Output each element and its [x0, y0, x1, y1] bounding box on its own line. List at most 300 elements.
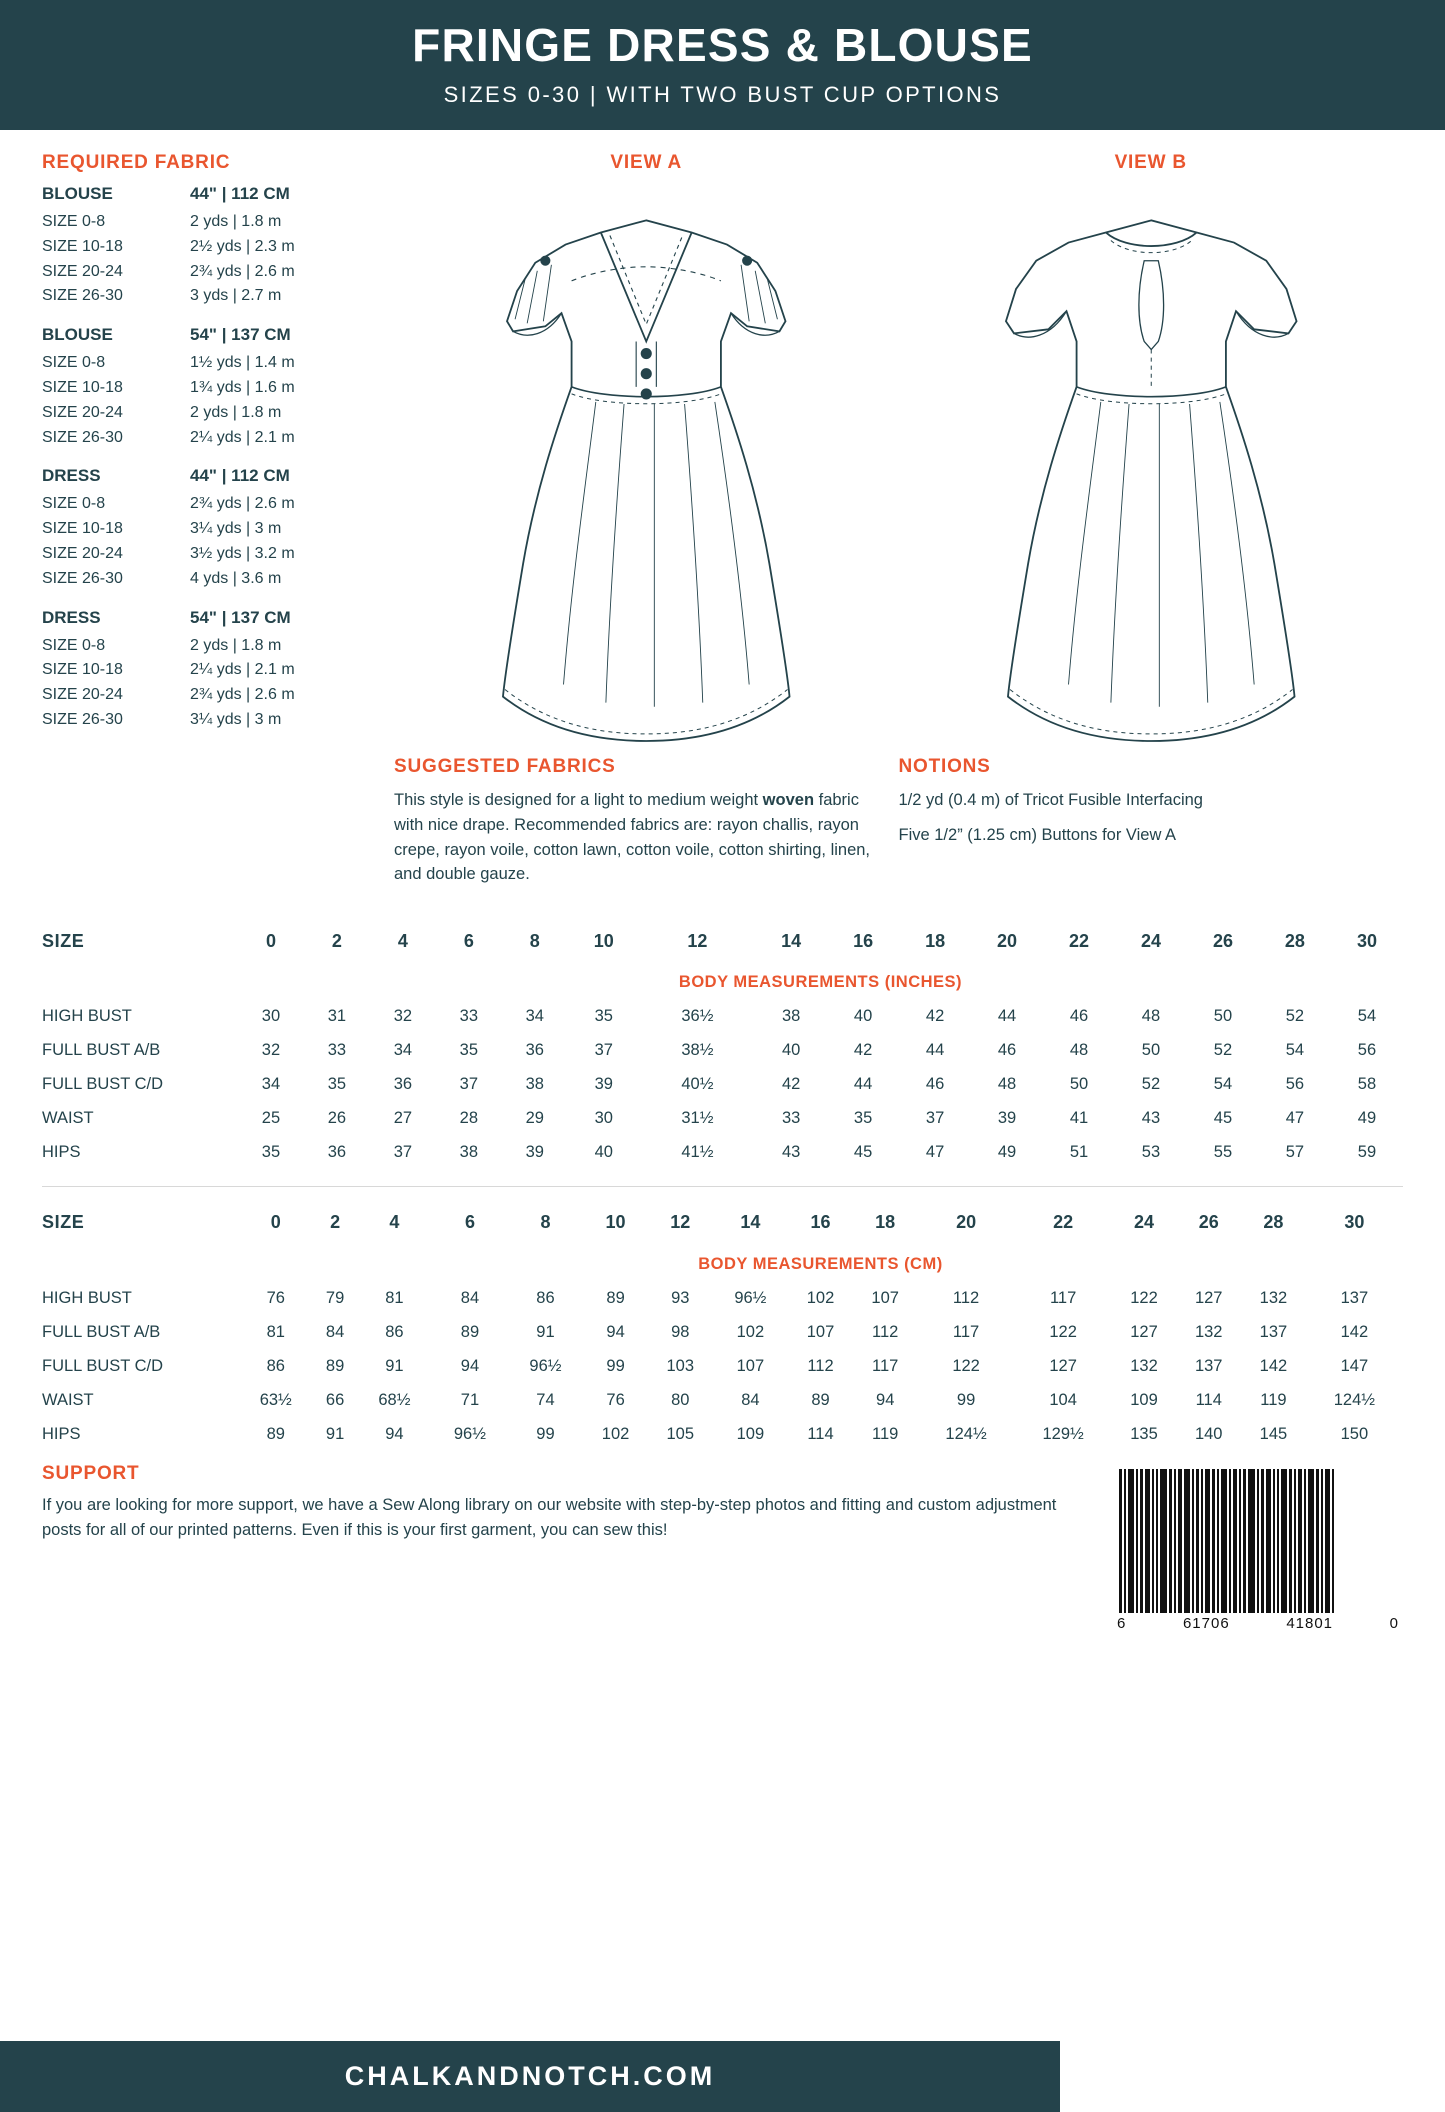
cell: 89 — [325, 1356, 345, 1375]
row-label: HIPS — [42, 1424, 81, 1443]
size-col: 8 — [529, 930, 540, 951]
notions-item: 1/2 yd (0.4 m) of Tricot Fusible Interfacing — [898, 791, 1203, 810]
cell: 129½ — [1042, 1424, 1084, 1443]
suggested-fabrics-block — [394, 756, 899, 897]
cell: 127 — [1130, 1322, 1158, 1341]
cell: 137 — [1194, 1356, 1223, 1375]
suggested-notions-section — [0, 750, 1445, 897]
cell: 44 — [997, 1007, 1017, 1026]
cell: 96½ — [734, 1288, 767, 1307]
fabric-amount: 3¼ yds | 3 m — [190, 520, 282, 538]
cell: 43 — [1141, 1109, 1161, 1128]
cell: 31 — [327, 1007, 347, 1026]
cell: 102 — [601, 1424, 630, 1443]
cell: 33 — [327, 1041, 347, 1060]
cell: 122 — [952, 1356, 980, 1375]
barcode-group-2: 41801 — [1286, 1615, 1334, 1633]
cell: 44 — [925, 1041, 945, 1060]
cell: 50 — [1141, 1041, 1161, 1060]
cell: 71 — [460, 1390, 480, 1409]
cell: 119 — [1260, 1390, 1287, 1409]
cell: 46 — [997, 1041, 1017, 1060]
cell: 117 — [952, 1322, 980, 1341]
required-fabric-title: REQUIRED FABRIC — [42, 152, 231, 173]
row-label: FULL BUST C/D — [42, 1075, 164, 1094]
cell: 47 — [925, 1143, 945, 1162]
view-a-block — [394, 152, 899, 750]
fabric-size: SIZE 26-30 — [42, 428, 123, 446]
size-col: 28 — [1284, 930, 1305, 951]
cell: 117 — [872, 1356, 899, 1375]
cell: 140 — [1194, 1424, 1223, 1443]
size-col: 4 — [397, 930, 408, 951]
cell: 122 — [1130, 1288, 1158, 1307]
cell: 124½ — [945, 1424, 987, 1443]
cell: 80 — [671, 1390, 690, 1409]
fabric-amount: 1¾ yds | 1.6 m — [190, 378, 295, 396]
size-col: 14 — [740, 1212, 761, 1233]
row-label: FULL BUST A/B — [42, 1322, 161, 1341]
cell: 49 — [1357, 1109, 1377, 1128]
cell: 26 — [327, 1109, 347, 1128]
cell: 96½ — [453, 1424, 486, 1443]
cell: 89 — [460, 1322, 480, 1341]
views-block — [394, 152, 1403, 750]
size-col: 26 — [1198, 1212, 1219, 1233]
size-col: 22 — [1053, 1212, 1074, 1233]
cell: 94 — [385, 1424, 404, 1443]
table-caption: BODY MEASUREMENTS (CM) — [698, 1254, 943, 1273]
size-col: 28 — [1263, 1212, 1284, 1233]
notions-title: NOTIONS — [898, 756, 991, 778]
cell: 76 — [266, 1288, 285, 1307]
cell: 31½ — [681, 1109, 714, 1128]
cell: 102 — [736, 1322, 765, 1341]
table-row — [42, 1349, 1403, 1383]
suggested-bold-word: woven — [762, 791, 815, 810]
fabric-size: SIZE 0-8 — [42, 354, 106, 372]
view-b-illustration — [899, 180, 1404, 745]
cell: 29 — [525, 1109, 544, 1128]
table-row — [42, 1068, 1403, 1102]
view-a-title: VIEW A — [610, 152, 683, 173]
size-col: 4 — [389, 1212, 400, 1233]
size-col: 26 — [1212, 930, 1233, 951]
cell: 132 — [1194, 1322, 1223, 1341]
fabric-size: SIZE 10-18 — [42, 378, 123, 396]
cell: 63½ — [259, 1390, 292, 1409]
cell: 47 — [1285, 1109, 1305, 1128]
suggested-text-before: This style is designed for a light to medium weight — [394, 791, 763, 810]
size-col: 8 — [540, 1212, 551, 1233]
cell: 135 — [1130, 1424, 1158, 1443]
suggested-fabrics-title: SUGGESTED FABRICS — [394, 756, 616, 778]
fabric-size: SIZE 0-8 — [42, 213, 106, 230]
fabric-amount: 3½ yds | 3.2 m — [190, 544, 295, 562]
view-b-block — [899, 152, 1404, 750]
size-col: 16 — [853, 930, 874, 951]
size-col: 30 — [1356, 930, 1377, 951]
support-text: If you are looking for more support, we have a Sew Along library on our website with step-by-step photos and fitting and custom adjustment posts for all of our printed patterns. Even if this is your first garment, you can sew this! — [42, 1496, 1057, 1539]
fabric-size: SIZE 20-24 — [42, 403, 123, 421]
cell: 89 — [811, 1390, 830, 1409]
cell: 37 — [925, 1109, 945, 1128]
fabric-amount: 2¾ yds | 2.6 m — [190, 686, 295, 704]
size-col: 20 — [956, 1212, 977, 1233]
cell: 102 — [806, 1288, 835, 1307]
row-label: FULL BUST A/B — [42, 1041, 161, 1060]
size-col: 2 — [331, 930, 342, 951]
cell: 40 — [594, 1143, 613, 1162]
cell: 39 — [525, 1143, 544, 1162]
size-col: 12 — [687, 930, 708, 951]
cell: 109 — [1130, 1390, 1158, 1409]
cell: 45 — [1213, 1109, 1233, 1128]
cell: 38 — [459, 1143, 479, 1162]
cell: 34 — [393, 1041, 413, 1060]
cell: 49 — [997, 1143, 1017, 1162]
fabric-group — [42, 184, 394, 309]
cell: 114 — [807, 1424, 834, 1443]
cell: 107 — [871, 1288, 899, 1307]
cell: 99 — [606, 1356, 625, 1375]
size-col: 2 — [330, 1212, 341, 1233]
row-label: FULL BUST C/D — [42, 1356, 164, 1375]
cell: 33 — [781, 1109, 801, 1128]
cell: 53 — [1141, 1143, 1161, 1162]
footer-website[interactable]: CHALKANDNOTCH.COM — [0, 2041, 1060, 2112]
cell: 34 — [261, 1075, 281, 1094]
cell: 54 — [1285, 1041, 1305, 1060]
row-label: WAIST — [42, 1390, 94, 1409]
cell: 36 — [393, 1075, 413, 1094]
required-fabric-block — [42, 152, 394, 750]
barcode-block — [1113, 1463, 1403, 1632]
fabric-group — [42, 466, 394, 591]
cell: 42 — [781, 1075, 801, 1094]
cell: 89 — [266, 1424, 285, 1443]
cell: 35 — [594, 1007, 613, 1026]
cell: 84 — [741, 1390, 760, 1409]
row-label: HIPS — [42, 1143, 81, 1162]
cell: 52 — [1213, 1041, 1233, 1060]
fabric-size: SIZE 26-30 — [42, 287, 123, 305]
table-divider — [42, 1186, 1403, 1187]
cell: 46 — [925, 1075, 945, 1094]
fabric-amount: 1½ yds | 1.4 m — [190, 354, 295, 372]
fabric-garment: DRESS — [42, 466, 101, 486]
page-title: FRINGE DRESS & BLOUSE — [412, 19, 1033, 71]
cell: 145 — [1259, 1424, 1288, 1443]
fabric-size: SIZE 0-8 — [42, 495, 106, 513]
cell: 114 — [1195, 1390, 1222, 1409]
cell: 104 — [1049, 1390, 1077, 1409]
fabric-garment: BLOUSE — [42, 325, 113, 345]
cell: 84 — [325, 1322, 345, 1341]
cell: 54 — [1213, 1075, 1233, 1094]
cell: 99 — [536, 1424, 555, 1443]
cell: 137 — [1259, 1322, 1288, 1341]
cell: 107 — [806, 1322, 835, 1341]
cell: 98 — [671, 1322, 690, 1341]
fabric-size: SIZE 10-18 — [42, 520, 123, 538]
fabric-size: SIZE 10-18 — [42, 237, 123, 255]
cell: 122 — [1049, 1322, 1077, 1341]
cell: 36 — [327, 1143, 347, 1162]
cell: 40½ — [681, 1075, 714, 1094]
fabric-width: 44" | 112 CM — [190, 184, 290, 203]
notions-item: Five 1/2” (1.25 cm) Buttons for View A — [898, 825, 1177, 844]
fabric-amount: 2¼ yds | 2.1 m — [190, 428, 295, 446]
cell: 36½ — [681, 1007, 714, 1026]
size-label: SIZE — [42, 1212, 85, 1233]
top-section — [0, 130, 1445, 750]
cell: 117 — [1049, 1288, 1077, 1307]
cell: 52 — [1141, 1075, 1161, 1094]
cell: 86 — [536, 1288, 555, 1307]
size-col: 0 — [270, 1212, 281, 1233]
row-label: HIGH BUST — [42, 1007, 132, 1026]
support-text-block — [42, 1463, 1113, 1632]
table-row — [42, 1417, 1403, 1451]
fabric-amount: 2½ yds | 2.3 m — [190, 237, 295, 255]
cell: 28 — [459, 1109, 479, 1128]
cell: 56 — [1285, 1075, 1305, 1094]
cell: 35 — [459, 1041, 479, 1060]
cell: 32 — [261, 1041, 281, 1060]
table-header-row — [42, 1205, 1403, 1248]
size-col: 14 — [781, 930, 802, 951]
size-col: 30 — [1344, 1212, 1365, 1233]
header — [0, 0, 1445, 130]
table-caption-row — [42, 1247, 1403, 1281]
size-col: 10 — [593, 930, 614, 951]
fabric-amount: 2¼ yds | 2.1 m — [190, 661, 295, 679]
barcode-group-1: 61706 — [1182, 1615, 1230, 1633]
fabric-size: SIZE 20-24 — [42, 544, 123, 562]
cell: 105 — [666, 1424, 695, 1443]
cell: 50 — [1069, 1075, 1089, 1094]
cell: 81 — [266, 1322, 285, 1341]
fabric-garment: DRESS — [42, 607, 101, 627]
cell: 142 — [1340, 1322, 1369, 1341]
footer-right-spacer — [1060, 2026, 1445, 2112]
cell: 94 — [606, 1322, 625, 1341]
size-col: 20 — [997, 930, 1018, 951]
fabric-width: 44" | 112 CM — [190, 466, 290, 486]
fabric-garment: BLOUSE — [42, 184, 113, 203]
fabric-amount: 3¼ yds | 3 m — [190, 710, 282, 728]
view-a-illustration — [394, 180, 899, 745]
table-row — [42, 1136, 1403, 1170]
cell: 57 — [1285, 1143, 1305, 1162]
cell: 43 — [781, 1143, 801, 1162]
cell: 91 — [536, 1322, 555, 1341]
fabric-amount: 2¾ yds | 2.6 m — [190, 495, 295, 513]
cell: 46 — [1069, 1007, 1089, 1026]
cell: 84 — [460, 1288, 480, 1307]
size-col: 22 — [1069, 930, 1090, 951]
barcode-left-digit: 6 — [1117, 1615, 1127, 1633]
notions-block — [899, 756, 1404, 897]
cell: 25 — [261, 1109, 281, 1128]
cell: 55 — [1213, 1143, 1233, 1162]
cell: 112 — [952, 1288, 980, 1307]
cell: 112 — [807, 1356, 834, 1375]
cell: 30 — [261, 1007, 281, 1026]
table-header-row — [42, 923, 1403, 966]
cell: 30 — [594, 1109, 613, 1128]
cell: 91 — [325, 1424, 345, 1443]
cell: 99 — [956, 1390, 976, 1409]
size-col: 18 — [875, 1212, 896, 1233]
cell: 54 — [1357, 1007, 1377, 1026]
barcode-numbers — [1113, 1613, 1403, 1632]
table-row — [42, 1281, 1403, 1315]
header-subtitle: SIZES 0-30 | WITH TWO BUST CUP OPTIONS — [443, 82, 1002, 107]
fabric-width: 54" | 137 CM — [190, 607, 291, 627]
fabric-size: SIZE 10-18 — [42, 661, 123, 679]
cell: 36 — [525, 1041, 544, 1060]
cell: 112 — [872, 1322, 899, 1341]
cell: 41 — [1069, 1109, 1089, 1128]
cell: 127 — [1049, 1356, 1077, 1375]
suggested-fabrics-text — [394, 788, 873, 887]
cell: 94 — [876, 1390, 895, 1409]
fabric-amount: 3 yds | 2.7 m — [190, 287, 282, 305]
spacer — [42, 756, 394, 897]
cell: 59 — [1357, 1143, 1377, 1162]
cell: 93 — [671, 1288, 690, 1307]
barcode-right-digit: 0 — [1389, 1615, 1399, 1633]
size-col: 24 — [1134, 1212, 1155, 1233]
table-row — [42, 1034, 1403, 1068]
cell: 42 — [925, 1007, 945, 1026]
table-row — [42, 1315, 1403, 1349]
cell: 103 — [666, 1356, 695, 1375]
size-col: 16 — [810, 1212, 831, 1233]
support-title: SUPPORT — [42, 1463, 140, 1485]
cell: 34 — [525, 1007, 544, 1026]
cell: 48 — [1141, 1007, 1161, 1026]
cell: 35 — [261, 1143, 281, 1162]
fabric-amount: 2 yds | 1.8 m — [190, 403, 282, 421]
table-row — [42, 1000, 1403, 1034]
cell: 56 — [1357, 1041, 1377, 1060]
fabric-size: SIZE 0-8 — [42, 636, 106, 654]
cell: 39 — [997, 1109, 1017, 1128]
cell: 86 — [266, 1356, 285, 1375]
cell: 58 — [1357, 1075, 1377, 1094]
cell: 38 — [781, 1007, 801, 1026]
table-caption: BODY MEASUREMENTS (INCHES) — [678, 973, 963, 992]
size-col: 12 — [670, 1212, 691, 1233]
cell: 94 — [460, 1356, 480, 1375]
cell: 127 — [1194, 1288, 1223, 1307]
fabric-size: SIZE 26-30 — [42, 710, 123, 728]
cell: 38½ — [681, 1041, 714, 1060]
cell: 137 — [1340, 1288, 1369, 1307]
fabric-amount: 2 yds | 1.8 m — [190, 213, 282, 230]
size-col: 10 — [605, 1212, 626, 1233]
cell: 52 — [1285, 1007, 1305, 1026]
cell: 142 — [1259, 1356, 1288, 1375]
fabric-amount: 2¾ yds | 2.6 m — [190, 262, 295, 280]
cell: 38 — [525, 1075, 544, 1094]
cell: 27 — [393, 1109, 413, 1128]
cell: 79 — [325, 1288, 345, 1307]
size-col: 0 — [265, 930, 276, 951]
cell: 33 — [459, 1007, 479, 1026]
size-col: 24 — [1140, 930, 1161, 951]
cell: 32 — [393, 1007, 413, 1026]
cell: 42 — [853, 1041, 873, 1060]
fabric-amount: 4 yds | 3.6 m — [190, 569, 282, 587]
row-label: WAIST — [42, 1109, 94, 1128]
fabric-group — [42, 608, 394, 733]
cell: 48 — [997, 1075, 1017, 1094]
cell: 132 — [1130, 1356, 1158, 1375]
size-col: 6 — [464, 1212, 475, 1233]
support-section — [0, 1451, 1445, 1632]
cell: 81 — [385, 1288, 404, 1307]
cell: 132 — [1259, 1288, 1288, 1307]
cell: 76 — [606, 1390, 625, 1409]
cell: 124½ — [1333, 1390, 1376, 1409]
view-b-title: VIEW B — [1114, 152, 1187, 173]
cell: 86 — [385, 1322, 404, 1341]
table-row — [42, 1102, 1403, 1136]
fabric-width: 54" | 137 CM — [190, 325, 291, 345]
cell: 74 — [536, 1390, 555, 1409]
cell: 109 — [736, 1424, 765, 1443]
fabric-size: SIZE 20-24 — [42, 262, 123, 280]
row-label: HIGH BUST — [42, 1288, 132, 1307]
cell: 37 — [594, 1041, 613, 1060]
cell: 37 — [459, 1075, 479, 1094]
size-col: 6 — [463, 930, 474, 951]
size-label: SIZE — [42, 930, 85, 951]
table-row — [42, 1383, 1403, 1417]
cell: 40 — [781, 1041, 801, 1060]
cell: 119 — [872, 1424, 899, 1443]
cell: 96½ — [529, 1356, 562, 1375]
cell: 89 — [606, 1288, 625, 1307]
cell: 68½ — [378, 1390, 411, 1409]
measurements-table-cm — [42, 1205, 1403, 1452]
suggested-text-after: fabric with nice drape. Recommended fabrics are: rayon challis, rayon crepe, rayon voile, cotton lawn, cotton voile, cotton shirting, linen, and double gauze. — [394, 791, 871, 884]
table-caption-row — [42, 966, 1403, 1000]
cell: 147 — [1340, 1356, 1369, 1375]
measurements-section — [0, 897, 1445, 1451]
cell: 41½ — [681, 1143, 714, 1162]
cell: 50 — [1213, 1007, 1233, 1026]
cell: 37 — [393, 1143, 413, 1162]
measurements-table-inches — [42, 923, 1403, 1170]
fabric-group — [42, 325, 394, 450]
cell: 107 — [736, 1356, 765, 1375]
size-col: 18 — [925, 930, 946, 951]
cell: 51 — [1069, 1143, 1089, 1162]
cell: 44 — [853, 1075, 873, 1094]
fabric-size: SIZE 20-24 — [42, 686, 123, 704]
cell: 35 — [327, 1075, 347, 1094]
fabric-amount: 2 yds | 1.8 m — [190, 636, 282, 654]
cell: 35 — [853, 1109, 873, 1128]
cell: 39 — [594, 1075, 613, 1094]
cell: 45 — [853, 1143, 873, 1162]
cell: 40 — [853, 1007, 873, 1026]
